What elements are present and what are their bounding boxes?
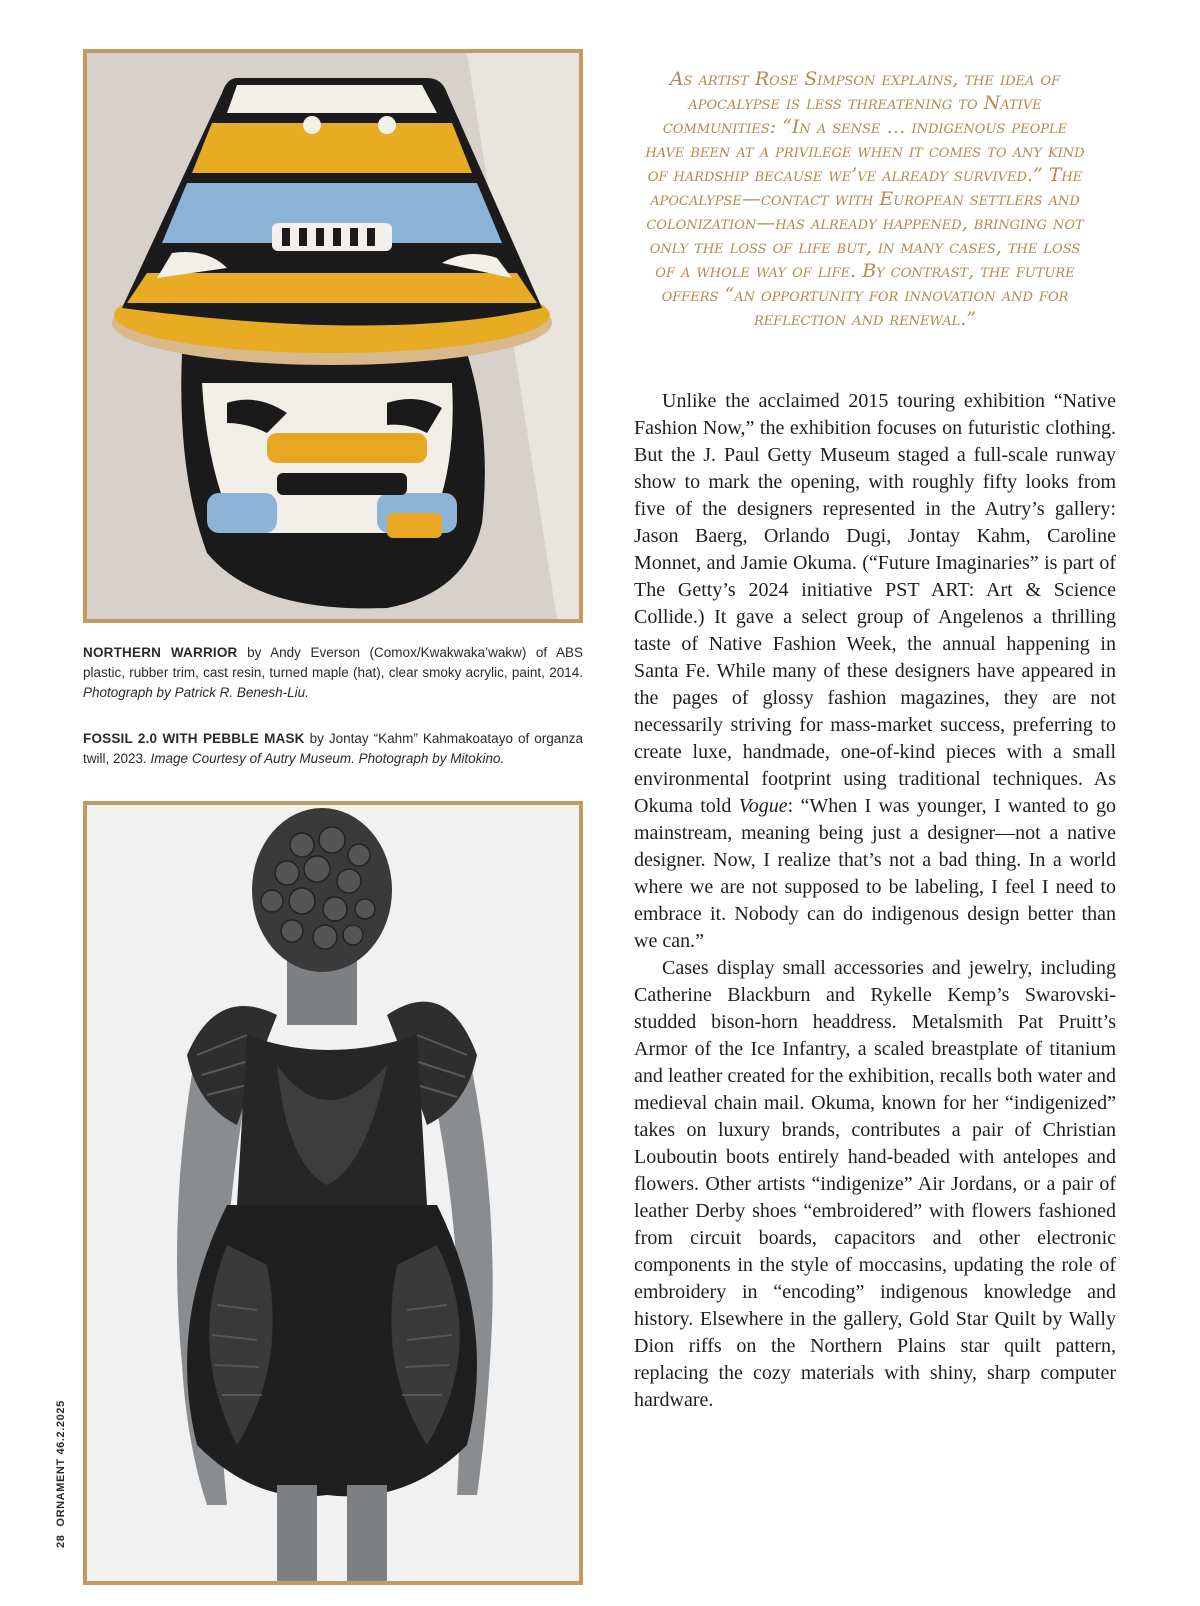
caption-title: NORTHERN WARRIOR [83,645,238,660]
body-paragraph: Cases display small accessories and jewelry, including Catherine Blackburn and Rykelle Kemp’s Swarovski-studded bison-horn headdress. Metalsmith Pat Pruitt’s Armor of the Ice Infantry, a scaled breastplate of titanium and leather created for the exhibition, recalls both water and medieval chain mail. Okuma, known for her “indigenized” takes on luxury brands, contributes a pair of Christian Louboutin boots entirely hand-beaded with antelopes and flowers. Other artists “indigenize” Air Jordans, or a pair of leather Derby shoes “embroidered” with flowers fashioned from circuit boards, capacitors and other electronic components in the style of moccasins, updating the role of embroidery in “encoding” indigenous knowledge and history. Elsewhere in the gallery, Gold Star Quilt by Wally Dion riffs on the Northern Plains star quilt pattern, replacing the cozy materials with shiny, sharp computer hardware. [634,957,1116,1411]
caption-credit: Photograph by Patrick R. Benesh-Liu. [83,685,309,700]
northern-warrior-illustration [87,53,579,619]
body-text-segment: Unlike the acclaimed 2015 touring exhibition “Native Fashion Now,” the exhibition focuses on futuristic clothing. But the J. Paul Getty Museum staged a full-scale runway show to mark the opening, with roughly fifty looks from five of the designers represented in the Autry’s gallery: Jason Baerg, Orlando Dugi, Jontay Kahm, Caroline Monnet, and Jamie Okuma. (“Future Imaginaries” is part of The Getty’s 2024 initiative PST ART: Art & Science Collide.) It gave a select group of Angelenos a thrilling taste of Native Fashion Week, the annual happening in Santa Fe. While many of these designers have appeared in the pages of glossy fashion magazines, they are not necessarily striving for mass-market success, preferring to create luxe, handmade, one-of-kind pieces with a small environmental footprint using traditional techniques. As Okuma told [634,390,1116,817]
article-body [634,388,1116,1414]
fossil-dress-illustration [87,805,579,1581]
body-text-segment: : “When I was younger, I wanted to go mainstream, meaning being just a designer—not a native designer. Now, I realize that’s not a bad thing. In a world where we are not supposed to be labeling, I feel I need to embrace it. Nobody can do indigenous design better than we can.” [634,795,1116,952]
page-folio [55,1392,67,1548]
page-number: 28 [55,1534,67,1548]
body-paragraph [634,388,1116,955]
caption-title: FOSSIL 2.0 WITH PEBBLE MASK [83,731,305,746]
publication-issue: ORNAMENT 46.2.2025 [55,1400,67,1527]
caption-credit: Image Courtesy of Autry Museum. Photograph by Mitokino. [150,751,505,766]
caption-text: by Jontay “Kahm” Kahmakoatayo of organza twill, 2023. [83,731,583,766]
northern-warrior-caption [83,643,583,703]
northern-warrior-photo [83,49,583,623]
pull-quote: As artist Rose Simpson explains, the idea of apocalypse is less threatening to Native communities: “In a sense … indigenous people have been at a privilege when it comes to any kind of hardship because we’ve already survived.” The apocalypse—contact with European settlers and colonization—has already happened, bringing not only the loss of life but, in many cases, the loss of a whole way of life. By contrast, the future offers “an opportunity for innovation and for reflection and renewal.” [645,68,1085,330]
caption-text: by Andy Everson (Comox/Kwakwaka’wakw) of ABS plastic, rubber trim, cast resin, turned maple (hat), clear smoky acrylic, paint, 2014. [83,645,583,680]
fossil-dress-photo [83,801,583,1585]
vogue-title: Vogue [738,795,788,817]
fossil-caption [83,729,583,769]
